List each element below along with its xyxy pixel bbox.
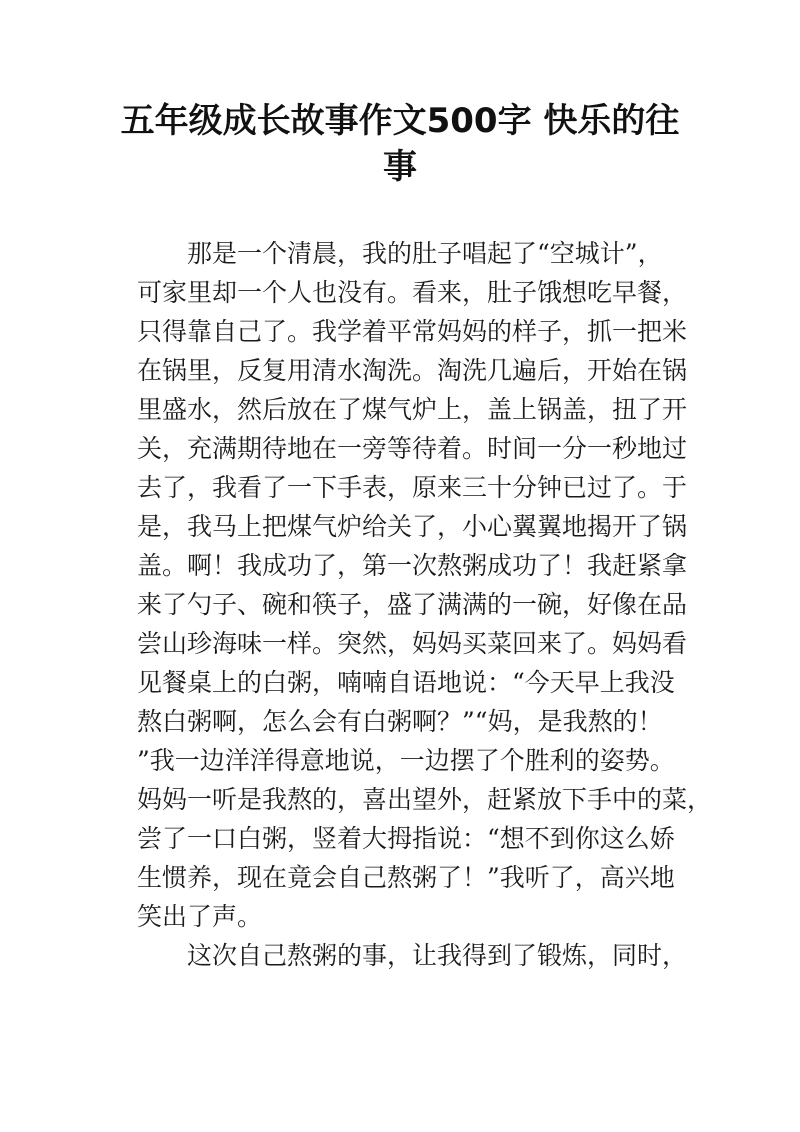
text-line: 尝了一口白粥，竖着大拇指说：“想不到你这么娇 [137,824,675,853]
text-line: 笑出了声。 [137,902,263,931]
text-line: 关，充满期待地在一旁等待着。时间一分一秒地过 [137,434,688,463]
text-line: 去了，我看了一下手表，原来三十分钟已过了。于 [137,473,688,502]
text-line: 里盛水，然后放在了煤气炉上，盖上锅盖，扭了开 [137,395,688,424]
document-title [120,98,680,190]
text-line: 生惯养，现在竟会自己熬粥了！”我听了，高兴地 [137,863,675,892]
text-line: 盖。啊！我成功了，第一次熬粥成功了！我赶紧拿 [137,551,688,580]
title-line: 五年级成长故事作文500字 快乐的往 [120,101,680,141]
text-line: 那是一个清晨，我的肚子唱起了“空城计”， [137,239,663,268]
title-line: 事 [383,147,417,187]
text-line: 这次自己熬粥的事，让我得到了锻炼，同时， [137,941,688,970]
text-line: 妈妈一听是我熬的，喜出望外，赶紧放下手中的菜， [137,785,713,814]
text-line: 见餐桌上的白粥，喃喃自语地说：“今天早上我没 [137,668,675,697]
text-line: 在锅里，反复用清水淘洗。淘洗几遍后，开始在锅 [137,356,688,385]
text-line: 是，我马上把煤气炉给关了，小心翼翼地揭开了锅 [137,512,688,541]
text-line: 只得靠自己了。我学着平常妈妈的样子，抓一把米 [137,317,688,346]
text-line: ”我一边洋洋得意地说，一边摆了个胜利的姿势。 [137,746,675,775]
text-line: 尝山珍海味一样。突然，妈妈买菜回来了。妈妈看 [137,629,688,658]
text-line: 可家里却一个人也没有。看来，肚子饿想吃早餐， [137,278,688,307]
text-line: 熬白粥啊，怎么会有白粥啊？”“妈，是我熬的！ [137,707,663,736]
text-line: 来了勺子、碗和筷子，盛了满满的一碗，好像在品 [137,590,688,619]
